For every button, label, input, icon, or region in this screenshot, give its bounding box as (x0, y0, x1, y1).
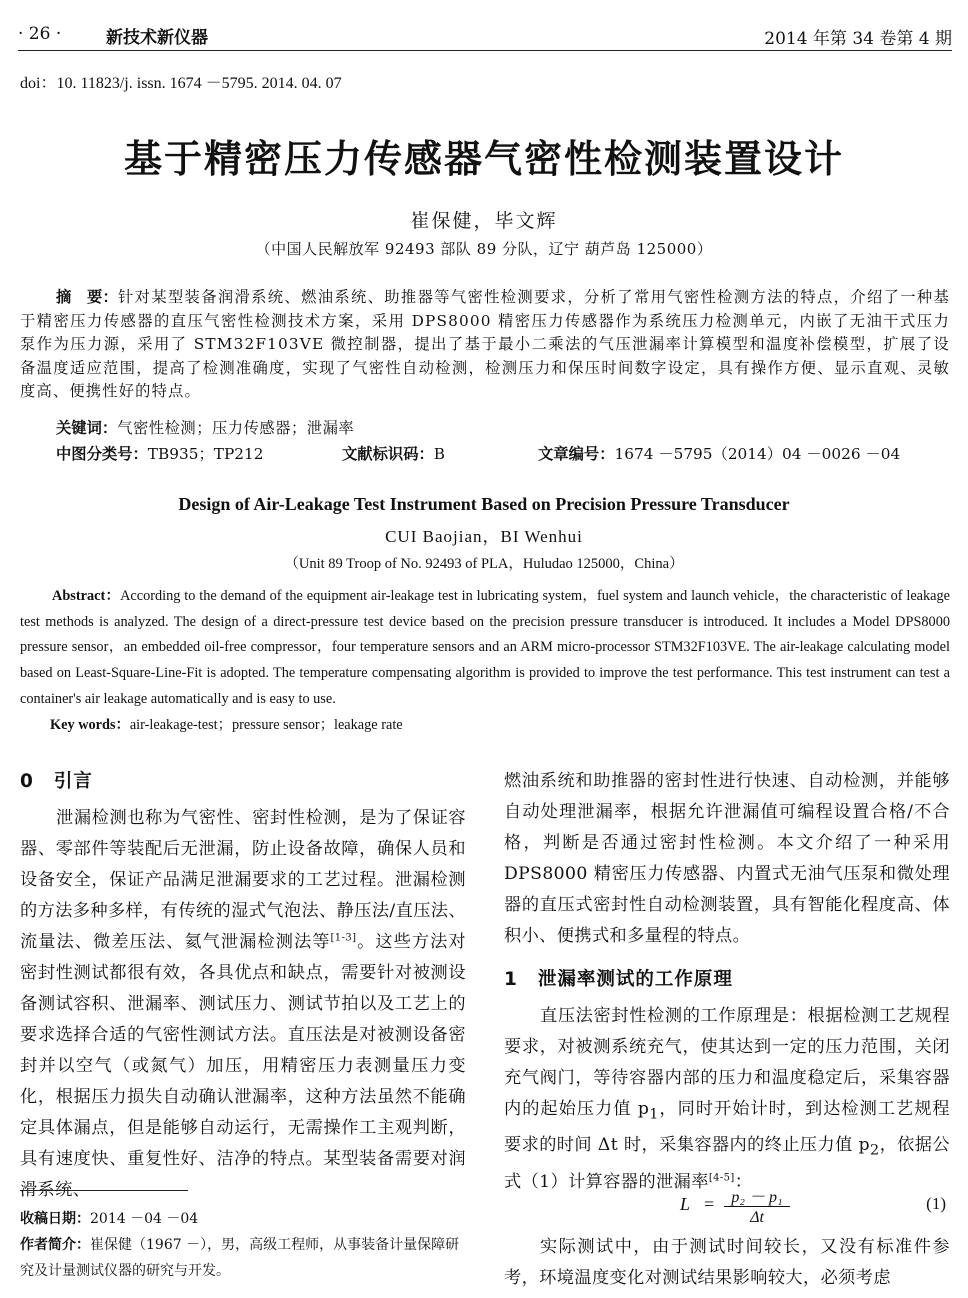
body-column-left (20, 766, 466, 1206)
equation-lhs: L (680, 1194, 691, 1214)
body-column-right (504, 766, 950, 1198)
equation-numerator: p₂ － p₁ (731, 1189, 783, 1206)
doi: doi：10. 11823/j. issn. 1674 －5795. 2014. 04. 07 (20, 75, 342, 92)
keywords-en-label: Key words： (50, 717, 130, 733)
citation-4-5: [4-5] (708, 1172, 735, 1184)
authors-cn: 崔保健，毕文辉 (410, 210, 558, 232)
fraction-bar (724, 1206, 790, 1207)
paper-title-cn: 基于精密压力传感器气密性检测装置设计 (123, 137, 844, 181)
section-1-heading: 1 泄漏率测试的工作原理 (504, 969, 733, 990)
classification-row (56, 442, 956, 466)
affiliation-cn: （中国人民解放军 92493 部队 89 分队，辽宁 葫芦岛 125000） (255, 240, 713, 258)
paper-title-en: Design of Air-Leakage Test Instrument Based on Precision Pressure Transducer (178, 494, 790, 514)
doc-code: 文献标识码：B (342, 445, 446, 463)
received-date: 收稿日期：2014 －04 －04 (20, 1211, 199, 1227)
keywords-en-text: air-leakage-test；pressure sensor；leakage rate (129, 717, 403, 733)
running-header (18, 20, 952, 48)
article-number: 文章编号：1674 －5795（2014）04 －0026 －04 (538, 445, 901, 463)
affiliation-en: （Unit 89 Troop of No. 92493 of PLA，Huludao 125000，China） (284, 556, 684, 572)
page-number: · 26 · (18, 24, 62, 44)
equation-fraction (724, 1184, 790, 1227)
journal-name: 新技术新仪器 (106, 28, 208, 48)
abstract-cn (20, 286, 950, 404)
section-0-paragraph-1: 泄漏检测也称为气密性、密封性检测，是为了保证容器、零部件等装配后无泄漏，防止设备故障，确保人员和设备安全，保证产品满足泄漏要求的工艺过程。泄漏检测的方法多种多样，有传统的湿式气泡法、静压法/直压法、流量法、微差压法、氦气泄漏检测法等[1-3]。这些方法对密封性测试都很有效，各具优点和缺点，需要针对被测设备测试容积、泄漏率、测试压力、测试节拍以及工艺上的要求选择合适的气密性测试方法。直压法是对被测设备密封并以空气（或氮气）加压，用精密压力表测量压力变化，根据压力损失自动确认泄漏率，这种方法虽然不能确定具体漏点，但是能够自动运行，无需操作工主观判断，具有速度快、重复性好、洁净的特点。某型装备需要对润滑系统、 (20, 808, 466, 1200)
equation-equals: = (704, 1194, 715, 1214)
footnote (20, 1206, 470, 1284)
section-0-paragraph-2: 燃油系统和助推器的密封性进行快速、自动检测，并能够自动处理泄漏率，根据允许泄漏值可编程设置合格/不合格，判断是否通过密封性检测。本文介绍了一种采用 DPS8000 精密压力传感器、内置式无油气压泵和微处理器的直压式密封性自动检测装置，具有智能化程度高、体积小、便携式和多量程的特点。 (504, 771, 950, 946)
abstract-en-label: Abstract： (52, 588, 121, 604)
authors-en: CUI Baojian，BI Wenhui (385, 527, 583, 546)
equation-number: (1) (926, 1194, 946, 1213)
keywords-cn (56, 416, 354, 438)
header-rule (18, 50, 952, 51)
citation-1-3: [1-3] (330, 932, 357, 944)
section-1-paragraph-2: 实际测试中，由于测试时间较长，又没有标准件参考，环境温度变化对测试结果影响较大，必须考虑 (504, 1237, 950, 1288)
keywords-cn-text: 气密性检测；压力传感器；泄漏率 (117, 419, 355, 437)
abstract-en (20, 584, 950, 713)
clc-code: 中图分类号：TB935；TP212 (56, 445, 264, 463)
section-1-paragraph-1: 直压法密封性检测的工作原理是：根据检测工艺规程要求，对被测系统充气，使其达到一定的压力范围，关闭充气阀门，等待容器内部的压力和温度稳定后，采集容器内的起始压力值 $p_1$，同时开始计时，到达检测工艺规程要求的时间 Δt 时，采集容器内的终止压力值 $p_2$，依据公式（1）计算容器的泄漏率[4-5]： (504, 1006, 950, 1192)
footnote-rule (20, 1190, 188, 1191)
equation-1 (504, 1184, 950, 1228)
keywords-en (50, 714, 403, 734)
abstract-cn-text: 针对某型装备润滑系统、燃油系统、助推器等气密性检测要求，分析了常用气密性检测方法的特点，介绍了一种基于精密压力传感器的直压气密性检测技术方案，采用 DPS8000 精密压力传感器作为系统压力检测单元，内嵌了无油干式压力泵作为压力源，采用了 STM32F103VE 微控制器，提出了基于最小二乘法的气压泄漏率计算模型和温度补偿模型，扩展了设备温度适应范围，提高了检测准确度，实现了气密性自动检测，检测压力和保压时间数字设定，具有操作方便、显示直观、灵敏度高、便携性好的特点。 (20, 288, 950, 400)
equation-denominator: Δt (750, 1209, 764, 1226)
abstract-en-text: According to the demand of the equipment air-leakage test in lubricating system，fuel system and launch vehicle，the characteristic of leakage test methods is analyzed. The design of a direct-pressure test device based on the precision pressure transducer is introduced. It includes a Model DPS8000 pressure sensor，an embedded oil-free compressor，four temperature sensors and an ARM micro-processor STM32F103VE. The air-leakage calculating model based on Least-Square-Line-Fit is adopted. The temperature compensating algorithm is provided to improve the test performance. This test instrument can test a container's air leakage automatically and is easy to use. (20, 588, 951, 707)
author-bio: 作者简介：崔保健（1967 －），男，高级工程师，从事装备计量保障研究及计量测试仪器的研究与开发。 (20, 1237, 460, 1279)
abstract-cn-label: 摘 要： (56, 288, 118, 306)
section-0-heading: 0 引言 (20, 771, 93, 792)
keywords-cn-label: 关键词： (56, 419, 118, 437)
issue-info: 2014 年第 34 卷第 4 期 (764, 29, 952, 49)
